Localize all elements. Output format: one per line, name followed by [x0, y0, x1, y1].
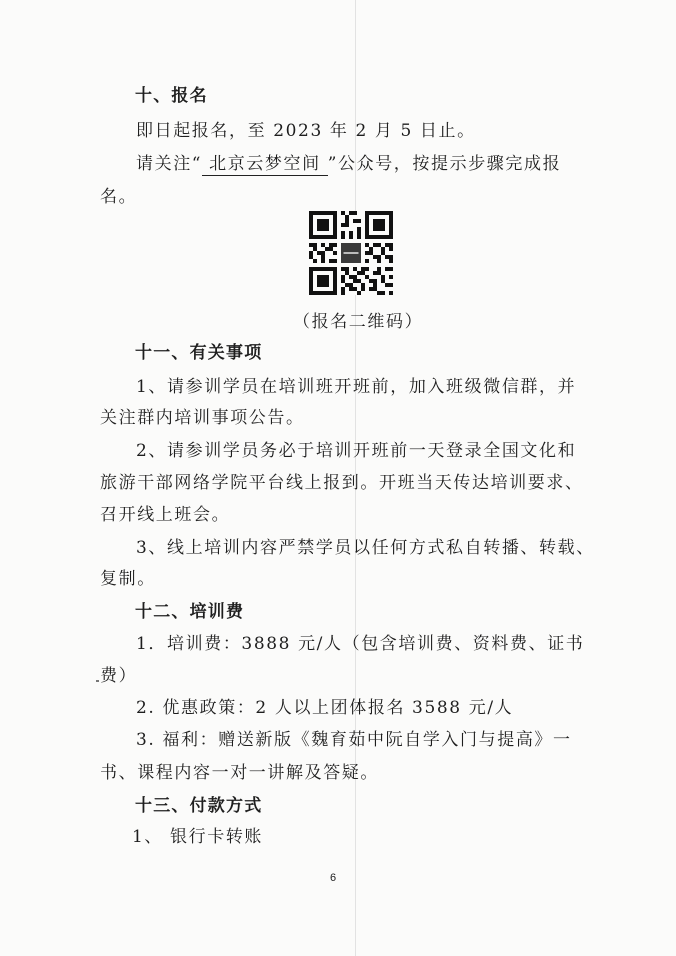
section-11-item3-line1: 3、线上培训内容严禁学员以任何方式私自转播、转载、: [136, 538, 595, 558]
section-12-item3-line2: 书、课程内容一对一讲解及答疑。: [100, 763, 379, 783]
section-11-heading: 十一、有关事项: [135, 343, 263, 363]
section-10-line1: 即日起报名，至 2023 年 2 月 5 日止。: [136, 121, 476, 141]
section-12-item3-line1: 3. 福利：赠送新版《魏育茹中阮自学入门与提高》一: [136, 730, 572, 750]
section-12-heading: 十二、培训费: [135, 602, 245, 622]
section-11-item3-line2: 复制。: [100, 569, 156, 589]
section-11-item1-line1: 1、请参训学员在培训班开班前，加入班级微信群，并: [136, 377, 577, 397]
section-12-item1-line2: 费）: [100, 666, 138, 686]
section-10-heading: 十、报名: [135, 86, 208, 106]
line2-suffix: ”公众号，按提示步骤完成报: [327, 154, 562, 174]
qr-code-caption: （报名二维码）: [293, 312, 424, 332]
line2-prefix: 请关注“: [136, 154, 203, 174]
wechat-account-name: 北京云梦空间: [202, 154, 328, 174]
section-13-heading: 十三、付款方式: [135, 796, 263, 816]
section-13-item1: 1、 银行卡转账: [132, 827, 264, 847]
page-number: 6: [330, 872, 337, 884]
registration-qr-code[interactable]: [309, 211, 393, 295]
section-11-item1-line2: 关注群内培训事项公告。: [100, 408, 305, 428]
section-10-line3: 名。: [100, 187, 138, 207]
section-11-item2-line2: 旅游干部网络学院平台线上报到。开班当天传达培训要求、: [100, 473, 584, 493]
section-11-item2-line3: 召开线上班会。: [100, 505, 231, 525]
section-12-item1-line1: 1．培训费：3888 元/人（包含培训费、资料费、证书: [136, 634, 585, 654]
section-10-line2: [136, 153, 561, 175]
scan-speck: [96, 680, 99, 682]
section-11-item2-line1: 2、请参训学员务必于培训开班前一天登录全国文化和: [136, 441, 577, 461]
section-12-item2: 2. 优惠政策：2 人以上团体报名 3588 元/人: [136, 698, 514, 718]
